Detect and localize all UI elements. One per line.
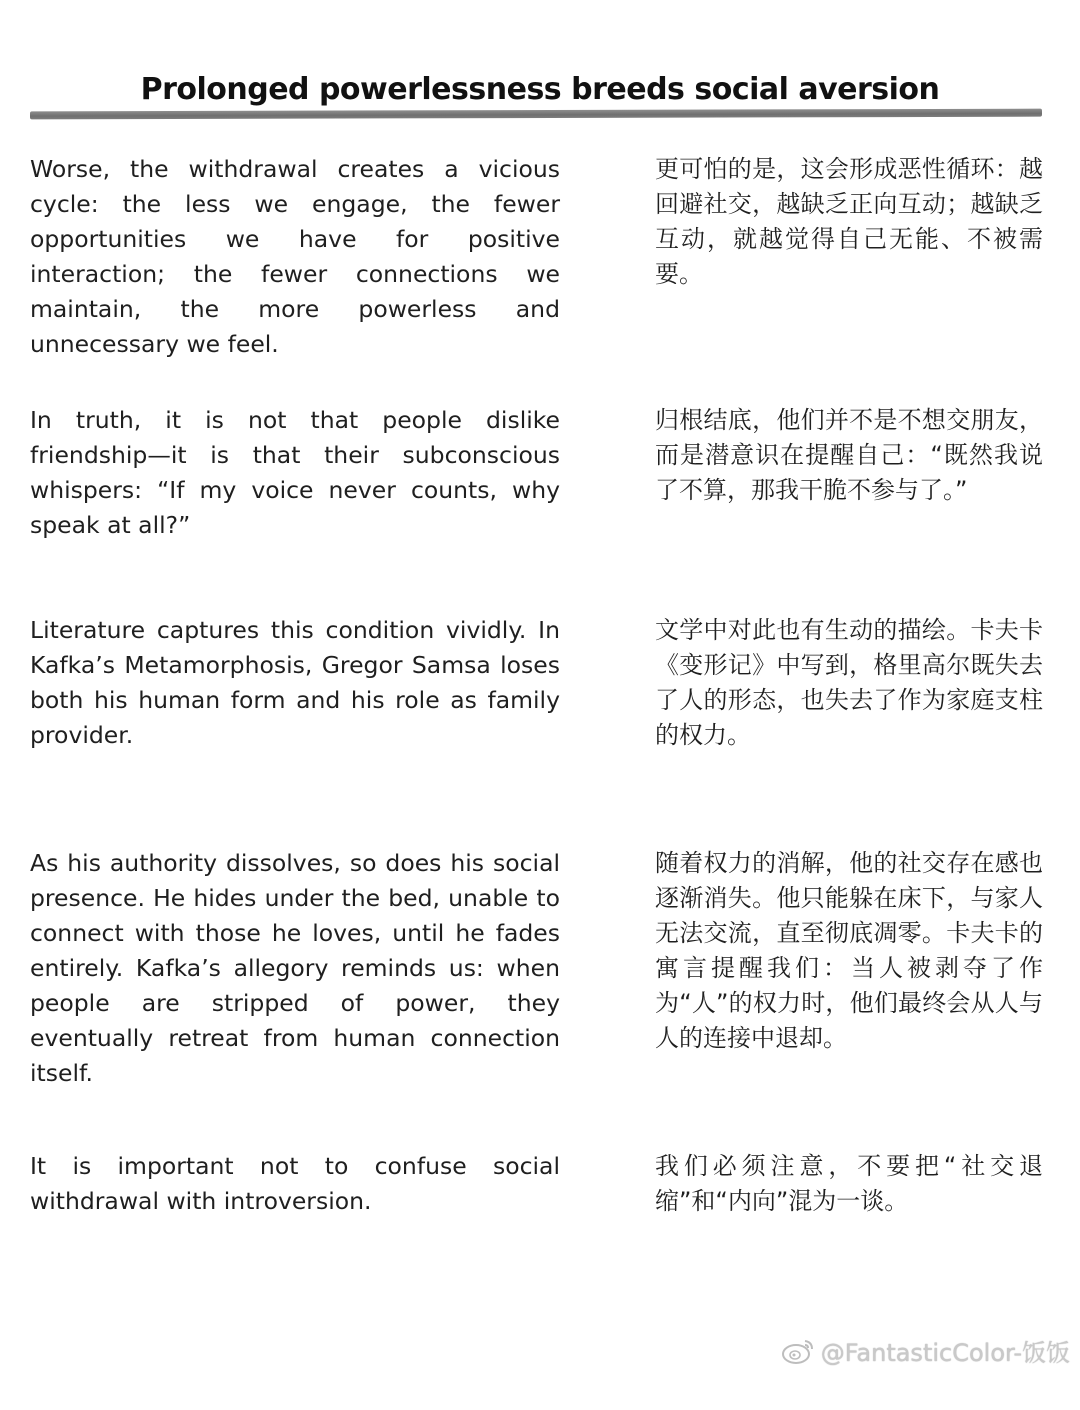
- watermark: [781, 1333, 1070, 1368]
- paragraph-zh-3: 文学中对此也有生动的描绘。卡夫卡《变形记》中写到，格里高尔既失去了人的形态，也失去了作为家庭支柱的权力。: [655, 616, 1043, 749]
- paragraph-en-2: In truth, it is not that people dislike friendship—it is that their subconscious whispers: “If my voice never counts, why speak at all?”: [30, 406, 560, 539]
- paragraph-zh-1: 更可怕的是，这会形成恶性循环：越回避社交，越缺乏正向互动；越缺乏互动，就越觉得自己无能、不被需要。: [655, 155, 1043, 288]
- paragraph-en-3: Literature captures this condition vividly. In Kafka’s Metamorphosis, Gregor Samsa loses both his human form and his role as family provider.: [30, 616, 560, 749]
- paragraph-en-4: As his authority dissolves, so does his social presence. He hides under the bed, unable to connect with those he loves, until he fades entirely. Kafka’s allegory reminds us: when people are stripped of power, they eventually retreat from human connection itself.: [30, 849, 560, 1087]
- page-title: Prolonged powerlessness breeds social aversion: [140, 72, 940, 107]
- paragraph-en-1: Worse, the withdrawal creates a vicious cycle: the less we engage, the fewer opportunities we have for positive interaction; the fewer connections we maintain, the more powerless and unnecessary we feel.: [30, 155, 560, 358]
- paragraph-en-5: It is important not to confuse social withdrawal with introversion.: [30, 1152, 560, 1215]
- paragraph-zh-2: 归根结底，他们并不是不想交朋友，而是潜意识在提醒自己：“既然我说了不算，那我干脆不参与了。”: [655, 406, 1043, 504]
- paragraph-zh-5: 我们必须注意，不要把“社交退缩”和“内向”混为一谈。: [655, 1152, 1043, 1215]
- watermark-text: @FantasticColor-饭饭: [820, 1339, 1070, 1367]
- title-underline: [30, 109, 1042, 120]
- weibo-icon: [781, 1337, 815, 1365]
- paragraph-zh-4: 随着权力的消解，他的社交存在感也逐渐消失。他只能躲在床下，与家人无法交流，直至彻底凋零。卡夫卡的寓言提醒我们：当人被剥夺了作为“人”的权力时，他们最终会从人与人的连接中退却。: [655, 849, 1043, 1052]
